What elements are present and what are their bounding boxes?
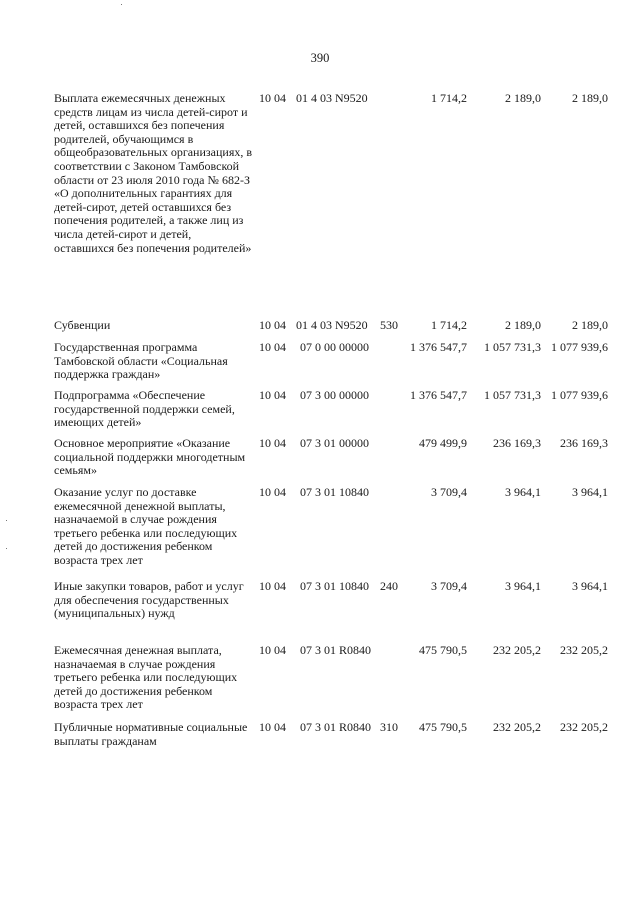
row-target-code: 07 3 01 R0840 — [300, 720, 372, 734]
row-expense-type: 240 — [380, 579, 398, 593]
row-section: 10 04 — [259, 91, 286, 105]
row-value-2: 232 205,2 — [493, 643, 541, 657]
row-value-3: 3 964,1 — [572, 485, 608, 499]
row-value-2: 3 964,1 — [505, 485, 541, 499]
row-value-2: 1 057 731,3 — [484, 388, 541, 402]
row-section: 10 04 — [259, 643, 286, 657]
row-target-code: 01 4 03 N9520 — [296, 91, 368, 105]
row-value-2: 232 205,2 — [493, 720, 541, 734]
row-name: Ежемесячная денежная выплата, назначаемая в случае рождения третьего ребенка или последующих детей до достижения ребенком возраста трех лет — [54, 643, 238, 712]
row-name: Оказание услуг по доставке ежемесячной денежной выплаты, назначаемой в случае рождения третьего ребенка или последующих детей до достижения ребенком возраста трех лет — [54, 485, 238, 567]
row-value-1: 479 499,9 — [419, 436, 467, 450]
row-name: Иные закупки товаров, работ и услуг для обеспечения государственных (муниципальных) нужд — [54, 579, 244, 621]
row-value-3: 232 205,2 — [560, 720, 608, 734]
row-value-3: 232 205,2 — [560, 643, 608, 657]
row-section: 10 04 — [259, 388, 286, 402]
row-section: 10 04 — [259, 579, 286, 593]
scan-speck — [121, 4, 122, 5]
row-section: 10 04 — [259, 485, 286, 499]
row-value-1: 3 709,4 — [431, 579, 467, 593]
row-target-code: 01 4 03 N9520 — [296, 318, 368, 332]
row-value-1: 1 376 547,7 — [410, 388, 467, 402]
row-expense-type: 530 — [380, 318, 398, 332]
row-section: 10 04 — [259, 318, 286, 332]
row-target-code: 07 0 00 00000 — [300, 340, 369, 354]
row-value-1: 3 709,4 — [431, 485, 467, 499]
row-name: Подпрограмма «Обеспечение государственной поддержки семей, имеющих детей» — [54, 388, 235, 430]
row-value-3: 1 077 939,6 — [551, 388, 608, 402]
row-value-3: 2 189,0 — [572, 91, 608, 105]
row-value-3: 3 964,1 — [572, 579, 608, 593]
row-value-2: 2 189,0 — [505, 318, 541, 332]
row-section: 10 04 — [259, 340, 286, 354]
row-name: Публичные нормативные социальные выплаты гражданам — [54, 720, 248, 748]
page-number: 390 — [310, 51, 330, 65]
row-name: Субвенции — [54, 318, 111, 332]
row-value-1: 1 376 547,7 — [410, 340, 467, 354]
row-value-2: 3 964,1 — [505, 579, 541, 593]
row-value-2: 236 169,3 — [493, 436, 541, 450]
row-target-code: 07 3 00 00000 — [300, 388, 369, 402]
row-name: Основное мероприятие «Оказание социальной поддержки многодетным семьям» — [54, 436, 246, 478]
row-name: Выплата ежемесячных денежных средств лицам из числа детей-сирот и детей, оставшихся без попечения родителей, обучающимся в общеобразовательных организациях, в соответствии с Законом Тамбовской области от 23 июля 2010 года № 682-З «О дополнительных гарантиях для детей-сирот, детей оставшихся без попечения родителей, а также лиц из числа детей-сирот и детей, оставшихся без попечения родителей» — [54, 91, 252, 255]
row-value-1: 1 714,2 — [431, 318, 467, 332]
row-value-3: 1 077 939,6 — [551, 340, 608, 354]
row-expense-type: 310 — [380, 720, 398, 734]
row-section: 10 04 — [259, 720, 286, 734]
row-value-3: 236 169,3 — [560, 436, 608, 450]
row-target-code: 07 3 01 00000 — [300, 436, 369, 450]
row-value-1: 475 790,5 — [419, 643, 467, 657]
row-target-code: 07 3 01 10840 — [300, 579, 369, 593]
row-name: Государственная программа Тамбовской области «Социальная поддержка граждан» — [54, 340, 228, 382]
row-section: 10 04 — [259, 436, 286, 450]
row-value-2: 2 189,0 — [505, 91, 541, 105]
scan-speck — [6, 520, 7, 521]
row-target-code: 07 3 01 10840 — [300, 485, 369, 499]
row-value-1: 475 790,5 — [419, 720, 467, 734]
row-value-1: 1 714,2 — [431, 91, 467, 105]
row-target-code: 07 3 01 R0840 — [300, 643, 372, 657]
row-value-3: 2 189,0 — [572, 318, 608, 332]
row-value-2: 1 057 731,3 — [484, 340, 541, 354]
scan-speck — [6, 548, 7, 549]
